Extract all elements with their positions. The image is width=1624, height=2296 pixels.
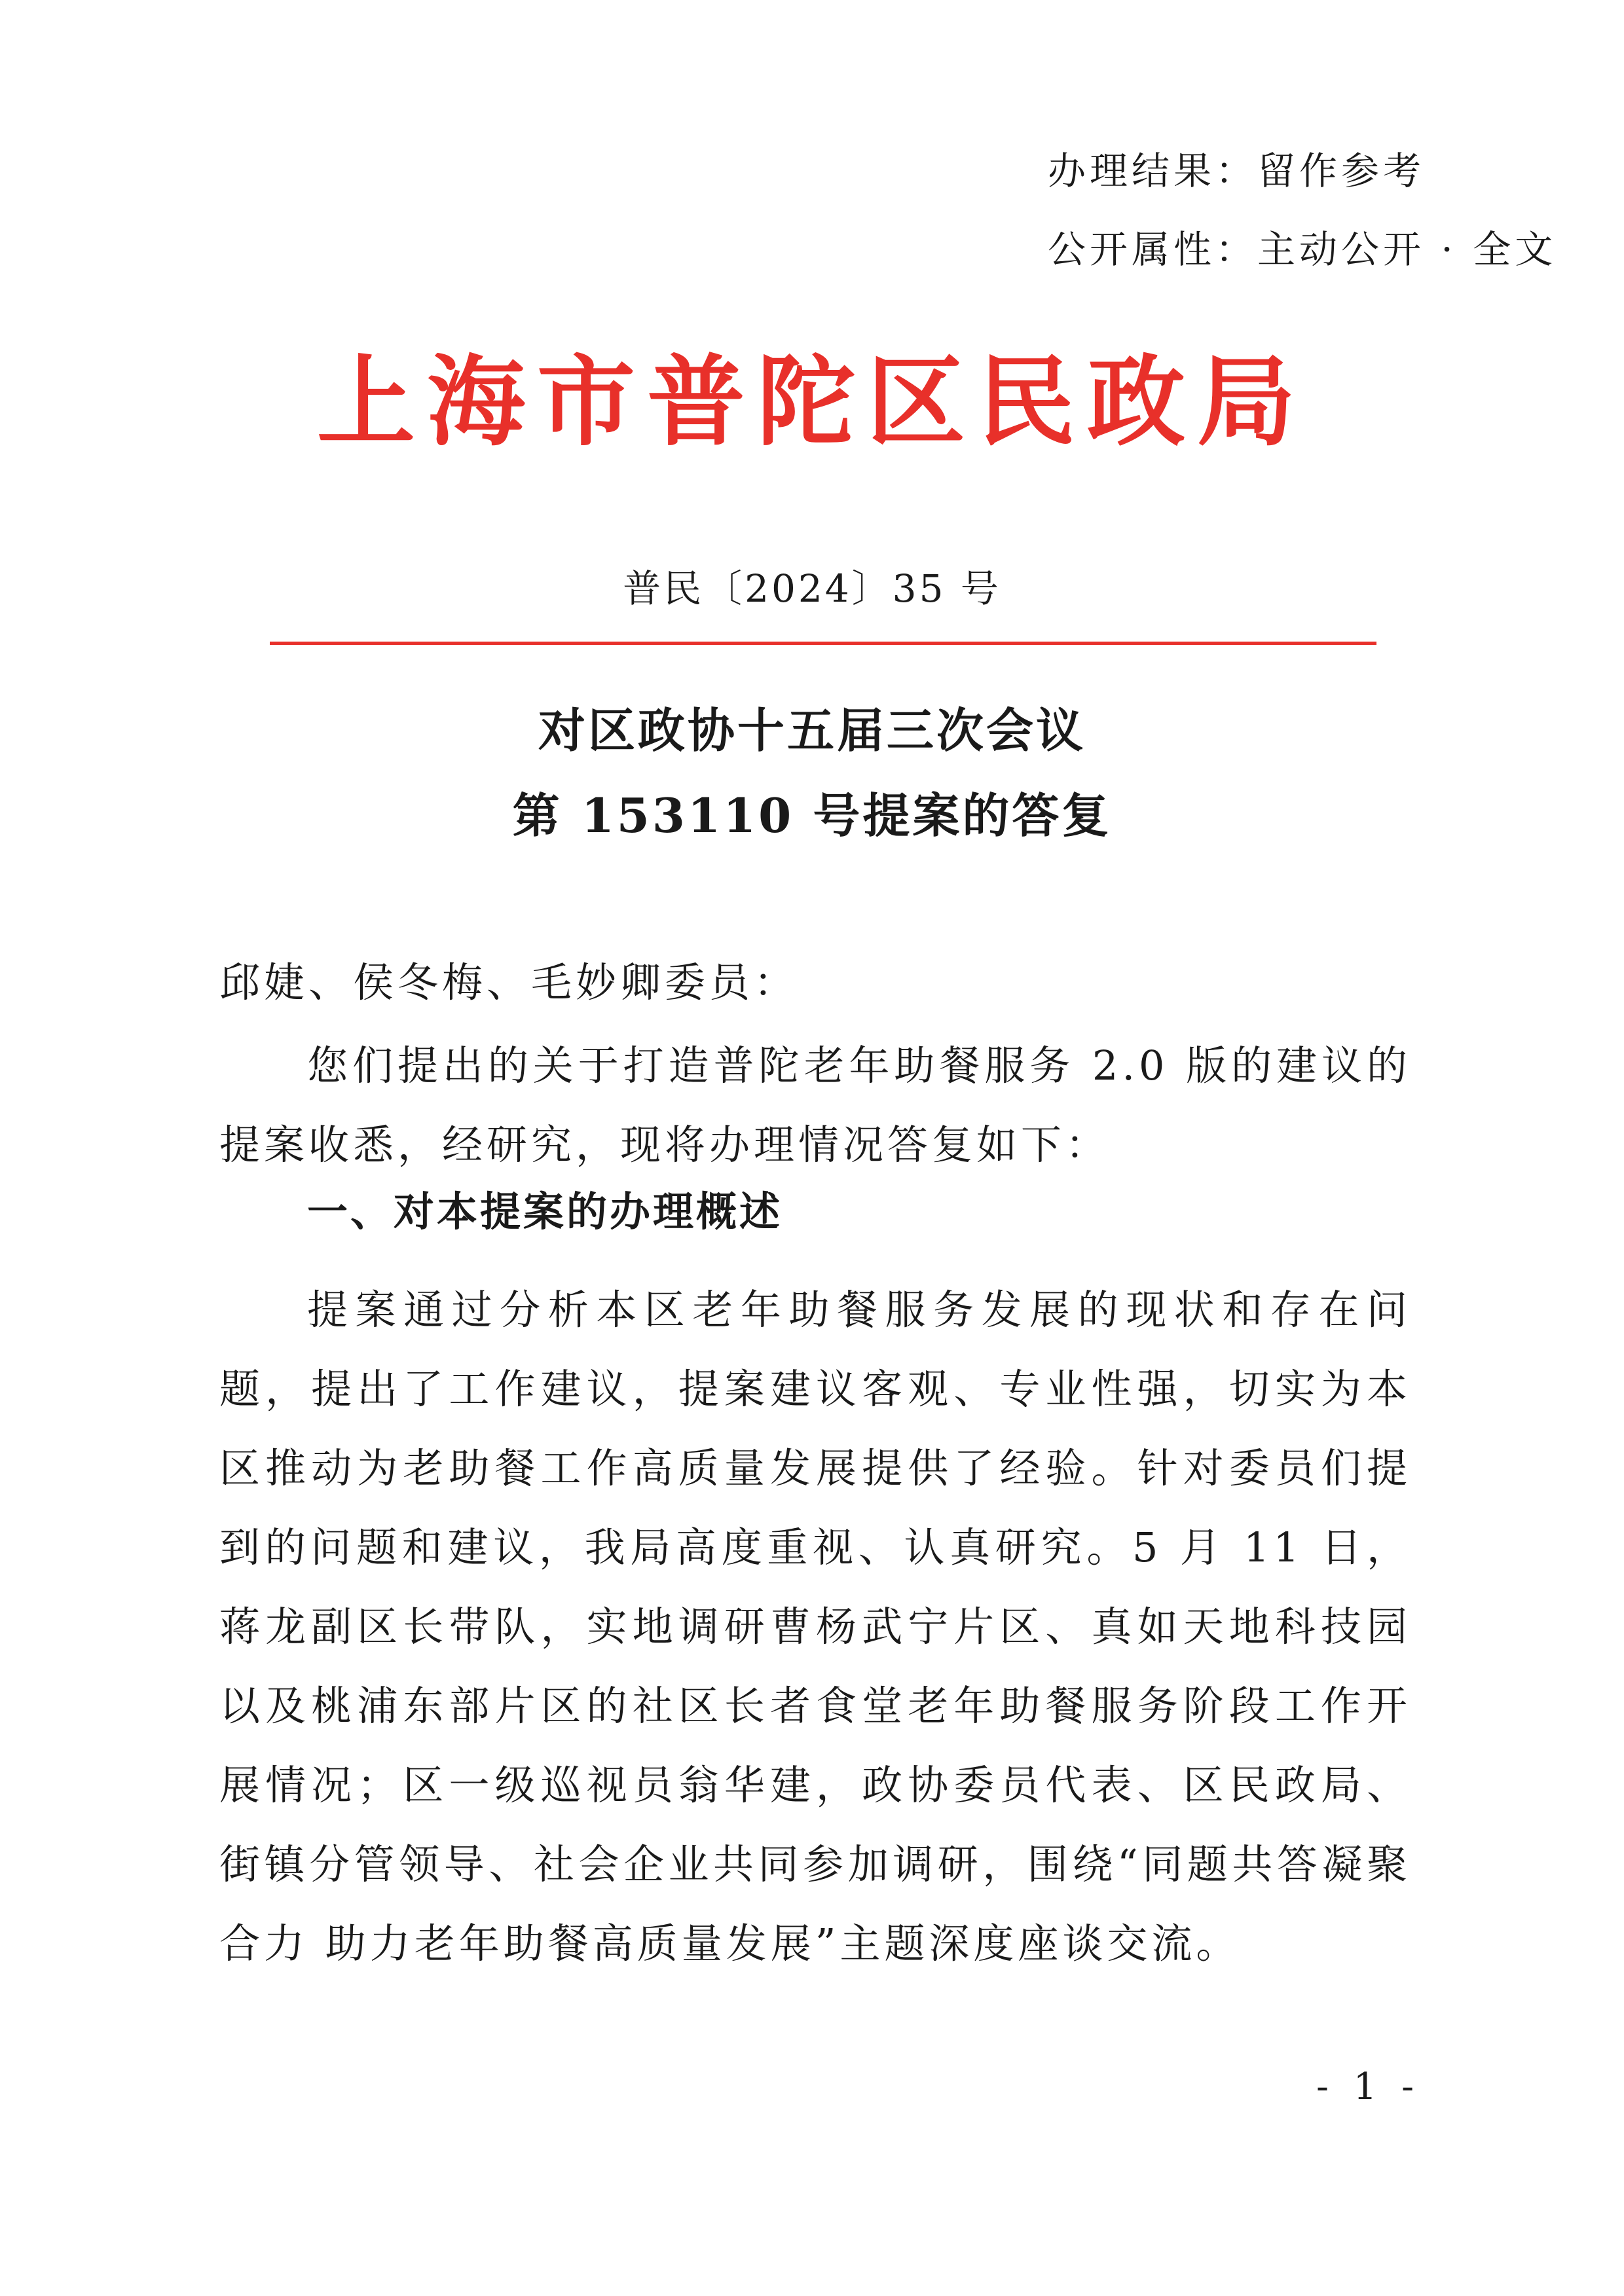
- handling-result: 办理结果：留作参考: [1048, 149, 1426, 193]
- document-title-line-1: 对区政协十五届三次会议: [538, 702, 1086, 758]
- page-number: - 1 -: [1316, 2066, 1421, 2108]
- document-number: 普民〔2024〕35 号: [623, 566, 1001, 611]
- intro-paragraph: 您们提出的关于打造普陀老年助餐服务 2.0 版的建议的提案收悉，经研究，现将办理情况答复如下：: [219, 1042, 1411, 1169]
- public-attribute: 公开属性：主动公开 · 全文: [1048, 227, 1557, 272]
- organization-header: 上海市普陀区民政局: [316, 346, 1307, 460]
- header-divider: [270, 642, 1376, 645]
- section-1-paragraph: 提案通过分析本区老年助餐服务发展的现状和存在问题，提出了工作建议，提案建议客观、专业性强，切实为本区推动为老助餐工作高质量发展提供了经验。针对委员们提到的问题和建议，我局高度重视、认真研究。5 月 11 日，蒋龙副区长带队，实地调研曹杨武宁片区、真如天地科技园以及桃浦东部片区的社区长者食堂老年助餐服务阶段工作开展情况；区一级巡视员翁华建，政协委员代表、区民政局、街镇分管领导、社会企业共同参加调研，围绕“同题共答凝聚合力 助力老年助餐高质量发展”主题深度座谈交流。: [219, 1286, 1411, 1967]
- document-title-line-2: 第 153110 号提案的答复: [512, 788, 1112, 843]
- salutation: 邱婕、侯冬梅、毛妙卿委员：: [219, 958, 799, 1006]
- section-1-heading: 一、对本提案的办理概述: [307, 1188, 783, 1235]
